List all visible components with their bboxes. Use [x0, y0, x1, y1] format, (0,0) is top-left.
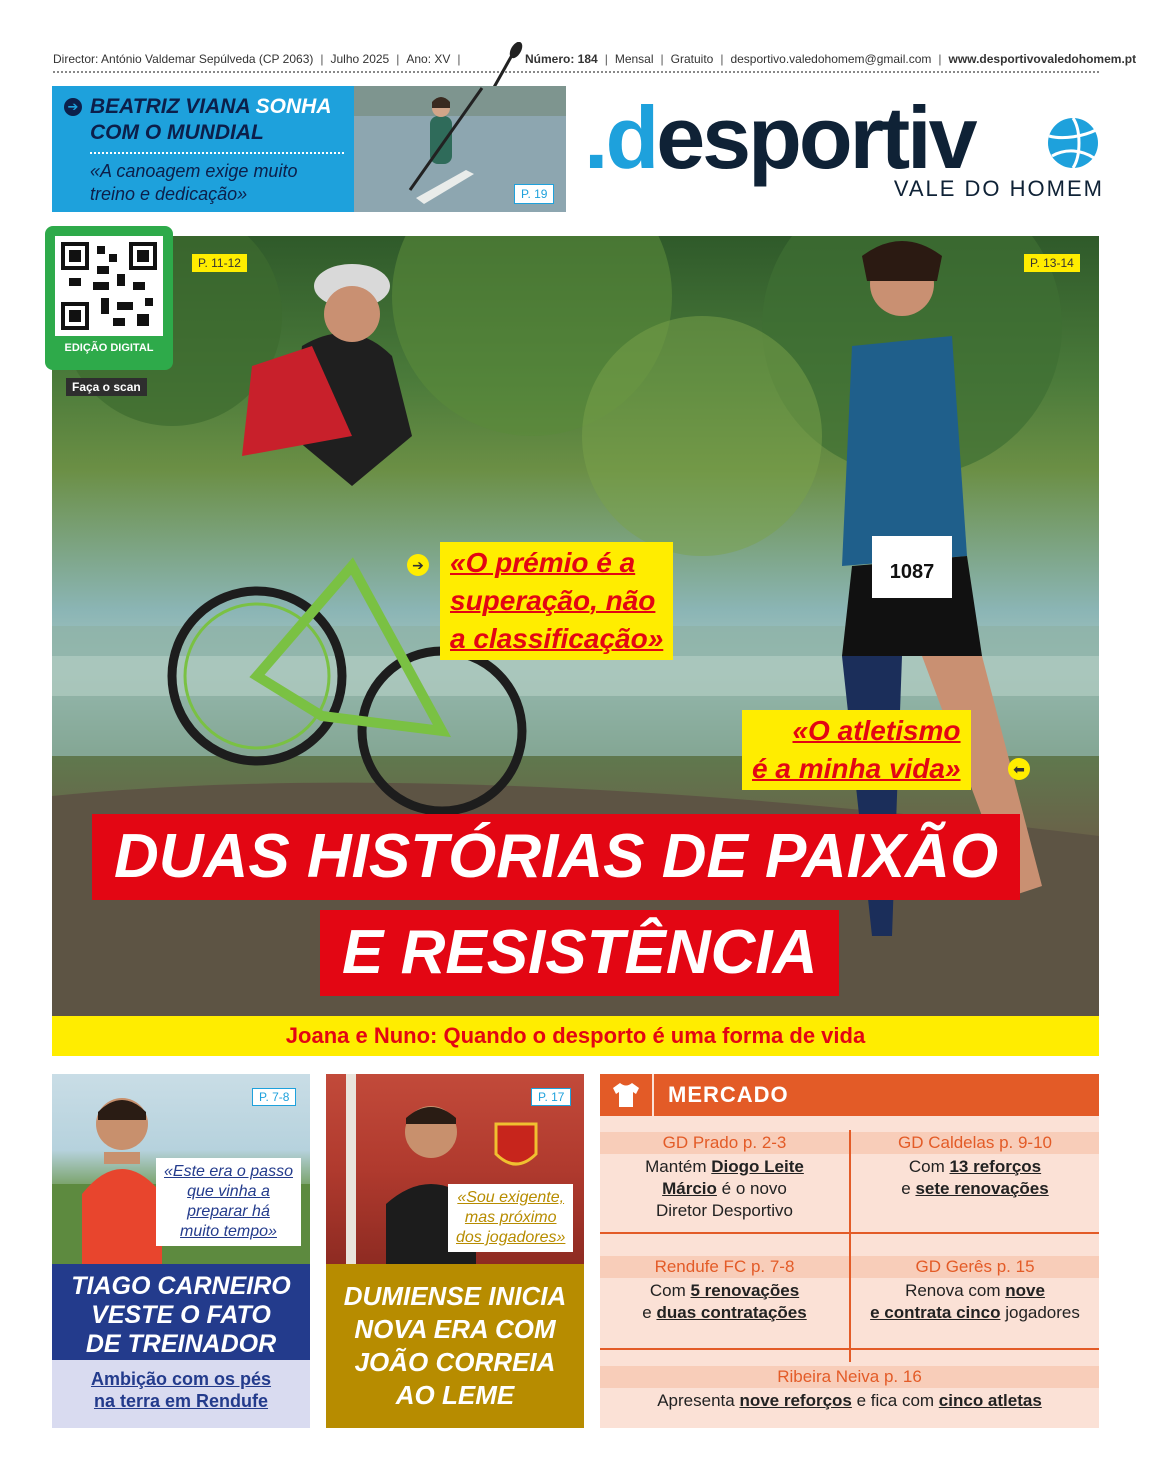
hero-cover-photo	[52, 236, 1099, 1016]
cover-standfirst: Joana e Nuno: Quando o desporto é uma forma de vida	[52, 1016, 1099, 1056]
masthead-info-line: Director: António Valdemar Sepúlveda (CP 2063) | Julho 2025 | Ano: XV | Número: 184 | Mensal | Gratuito | desportivo.valedohomem@gmail.com | www.desportivovaledohomem.pt	[53, 52, 1137, 66]
newspaper-logo	[584, 88, 1104, 208]
mercado-header	[600, 1074, 1099, 1116]
hero-page-tag-left: P. 11-12	[192, 254, 247, 272]
story1-headline: TIAGO CARNEIRO VESTE O FATO DE TREINADOR	[71, 1272, 291, 1358]
mercado-gd-prado[interactable]: GD Prado p. 2-3 Mantém Diogo Leite Márcio é o novo Diretor Desportivo	[606, 1132, 843, 1222]
qr-digital-edition[interactable]	[45, 226, 173, 370]
story-tiago-carneiro[interactable]	[52, 1074, 310, 1428]
arrow-right-icon: ➔	[64, 98, 82, 116]
mercado-divider-vertical	[849, 1130, 851, 1362]
website-link[interactable]: www.desportivovaledohomem.pt	[948, 52, 1137, 66]
qr-label: EDIÇÃO DIGITAL	[64, 342, 154, 354]
mercado-gd-caldelas[interactable]: GD Caldelas p. 9-10 Com 13 reforços e sete renovações	[857, 1132, 1093, 1200]
teaser-title: BEATRIZ VIANA SONHA COM O MUNDIAL	[90, 95, 332, 144]
issue-year: Ano: XV	[406, 52, 451, 66]
logo-wordmark: .desportiv	[584, 88, 975, 187]
teaser-beatriz-viana[interactable]	[52, 86, 566, 212]
race-bib-number: 1087	[889, 561, 935, 583]
mercado-divider-2	[600, 1348, 1099, 1350]
contact-email[interactable]: desportivo.valedohomem@gmail.com	[730, 52, 932, 66]
hero-page-tag-right: P. 13-14	[1024, 254, 1080, 272]
teaser-page-tag: P. 19	[514, 184, 554, 204]
qr-code-icon[interactable]	[55, 236, 163, 336]
teaser-divider	[90, 152, 344, 154]
teaser-quote: «A canoagem exige muito treino e dedicação»	[90, 161, 298, 204]
mercado-rendufe-fc[interactable]: Rendufe FC p. 7-8 Com 5 renovações e duas contratações	[606, 1256, 843, 1324]
story1-headline-box	[52, 1264, 310, 1360]
story2-page-tag: P. 17	[531, 1088, 571, 1106]
teaser-text-panel	[52, 86, 354, 212]
story-photo-dumiense	[326, 1074, 584, 1264]
quote-cyclist: «O prémio é a superação, não a classificação»	[440, 542, 673, 660]
story2-headline: DUMIENSE INICIA NOVA ERA COM JOÃO CORREIA AO LEME	[343, 1281, 567, 1410]
issue-frequency: Mensal	[614, 52, 654, 66]
mercado-gd-geres[interactable]: GD Gerês p. 15 Renova com nove e contrata cinco jogadores	[857, 1256, 1093, 1324]
story2-quote: «Sou exigente, mas próximo dos jogadores»	[448, 1184, 573, 1252]
story1-page-tag: P. 7-8	[252, 1088, 296, 1106]
volleyball-icon	[1046, 116, 1100, 170]
mercado-section	[600, 1074, 1099, 1428]
teaser-kayak-photo	[354, 86, 566, 212]
qr-scan-label: Faça o scan	[66, 378, 147, 396]
arrow-left-icon: ⬅	[1008, 758, 1030, 780]
main-headline-line-1: DUAS HISTÓRIAS DE PAIXÃO	[92, 814, 1020, 900]
masthead-divider	[53, 71, 1099, 73]
shirt-icon	[600, 1074, 654, 1116]
mercado-title: MERCADO	[668, 1082, 789, 1107]
story1-subheadline[interactable]: Ambição com os pés na terra em Rendufe	[52, 1360, 310, 1428]
mercado-ribeira-neiva[interactable]: Ribeira Neiva p. 16 Apresenta nove reforços e fica com cinco atletas	[606, 1366, 1093, 1412]
logo-subtitle: VALE DO HOMEM	[893, 176, 1104, 201]
story-dumiense[interactable]	[326, 1074, 584, 1428]
mercado-divider-1	[600, 1232, 1099, 1234]
arrow-right-icon: ➔	[407, 554, 429, 576]
quote-runner: «O atletismo é a minha vida»	[742, 710, 971, 790]
issue-price: Gratuito	[670, 52, 714, 66]
story2-headline-box	[326, 1264, 584, 1428]
story1-quote: «Este era o passo que vinha a preparar há muito tempo»	[156, 1158, 301, 1246]
story-photo-coach	[52, 1074, 310, 1264]
director-credit: Director: António Valdemar Sepúlveda (CP 2063)	[53, 52, 314, 66]
issue-number: Número: 184	[525, 52, 598, 66]
issue-date: Julho 2025	[330, 52, 390, 66]
main-headline-line-2: E RESISTÊNCIA	[320, 910, 839, 996]
